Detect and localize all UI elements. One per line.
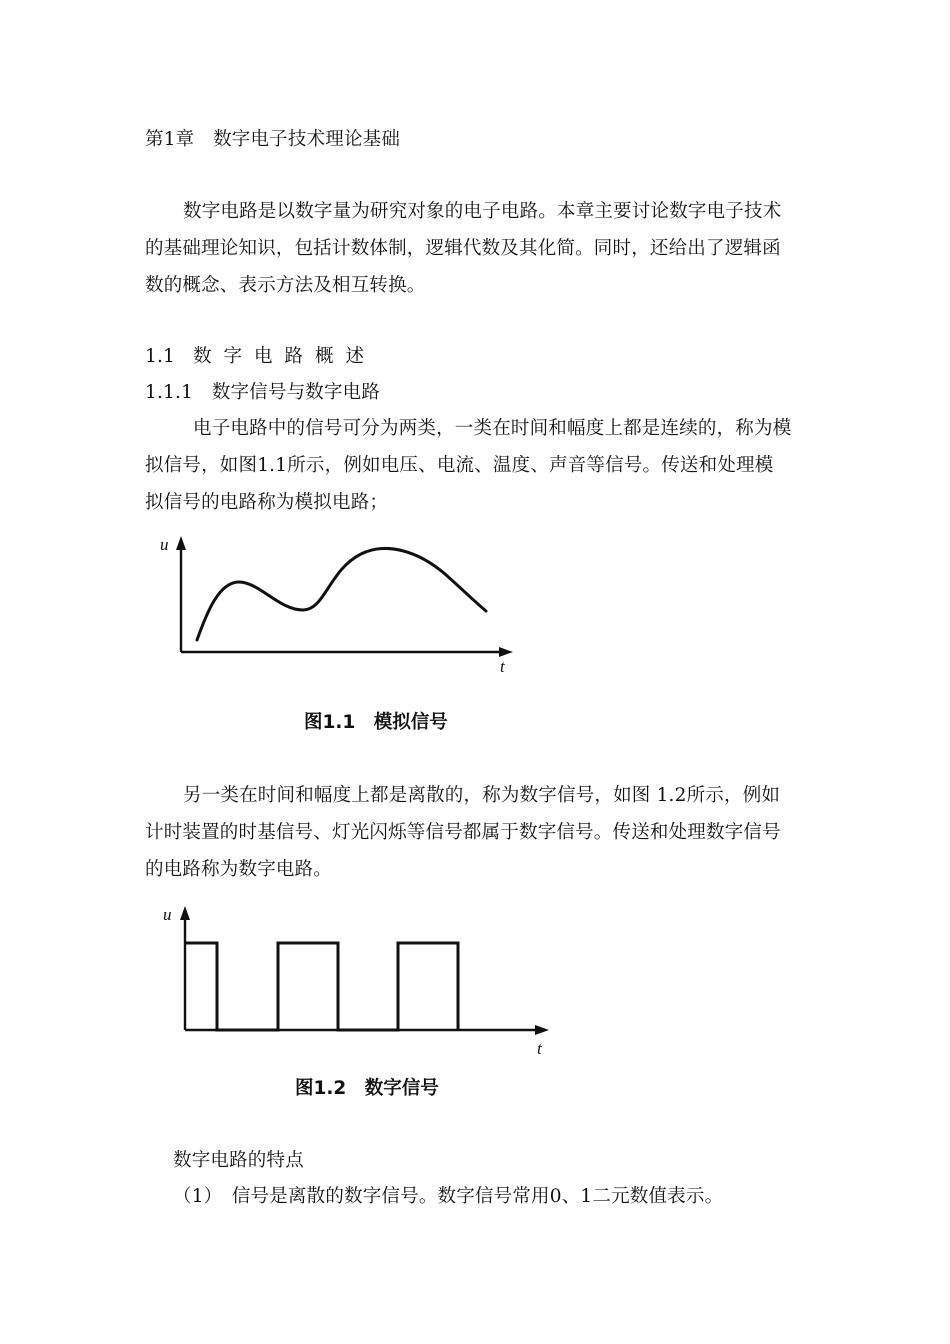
chapter-title: 第1章 数字电子技术理论基础 bbox=[145, 129, 401, 150]
analog-paragraph-line-2: 拟信号，如图1.1所示，例如电压、电流、温度、声音等信号。传送和处理模 bbox=[145, 455, 774, 476]
x-axis-arrow bbox=[535, 1025, 549, 1035]
y-axis-arrow bbox=[176, 536, 186, 550]
x-axis-label: t bbox=[537, 1039, 542, 1058]
figure-1-1-caption: 图1.1 模拟信号 bbox=[304, 712, 448, 733]
figure-1-2-digital-signal bbox=[155, 900, 555, 1060]
section-1-1-1-title: 1.1.1 数字信号与数字电路 bbox=[145, 382, 381, 403]
analog-paragraph-line-3: 拟信号的电路称为模拟电路； bbox=[145, 492, 389, 513]
x-axis-arrow bbox=[499, 647, 513, 657]
features-item-1: （1） 信号是离散的数字信号。数字信号常用0、1二元数值表示。 bbox=[173, 1186, 724, 1207]
digital-paragraph-line-1: 另一类在时间和幅度上都是离散的，称为数字信号，如图 1.2所示，例如 bbox=[183, 785, 781, 806]
features-heading: 数字电路的特点 bbox=[173, 1150, 304, 1171]
analog-waveform bbox=[197, 548, 486, 640]
section-1-1-title: 数字电路概述 bbox=[193, 346, 377, 367]
figure-1-2-axes bbox=[185, 920, 535, 1030]
digital-waveform bbox=[185, 943, 458, 1030]
section-1-1-number: 1.1 bbox=[145, 346, 176, 367]
analog-paragraph-line-1: 电子电路中的信号可分为两类，一类在时间和幅度上都是连续的，称为模 bbox=[193, 418, 792, 439]
digital-paragraph-line-3: 的电路称为数字电路。 bbox=[145, 859, 333, 880]
figure-1-2-caption: 图1.2 数字信号 bbox=[295, 1078, 439, 1099]
y-axis-arrow bbox=[180, 906, 190, 920]
figure-1-1-axes bbox=[181, 548, 501, 652]
figure-1-1-analog-signal bbox=[155, 530, 535, 680]
intro-line-1: 数字电路是以数字量为研究对象的电子电路。本章主要讨论数字电子技术 bbox=[183, 201, 782, 222]
intro-line-2: 的基础理论知识，包括计数体制，逻辑代数及其化简。同时，还给出了逻辑函 bbox=[145, 238, 781, 259]
x-axis-label: t bbox=[500, 657, 505, 676]
y-axis-label: u bbox=[160, 535, 169, 554]
intro-line-3: 数的概念、表示方法及相互转换。 bbox=[145, 275, 426, 296]
y-axis-label: u bbox=[163, 905, 172, 924]
digital-paragraph-line-2: 计时装置的时基信号、灯光闪烁等信号都属于数字信号。传送和处理数字信号 bbox=[145, 822, 781, 843]
